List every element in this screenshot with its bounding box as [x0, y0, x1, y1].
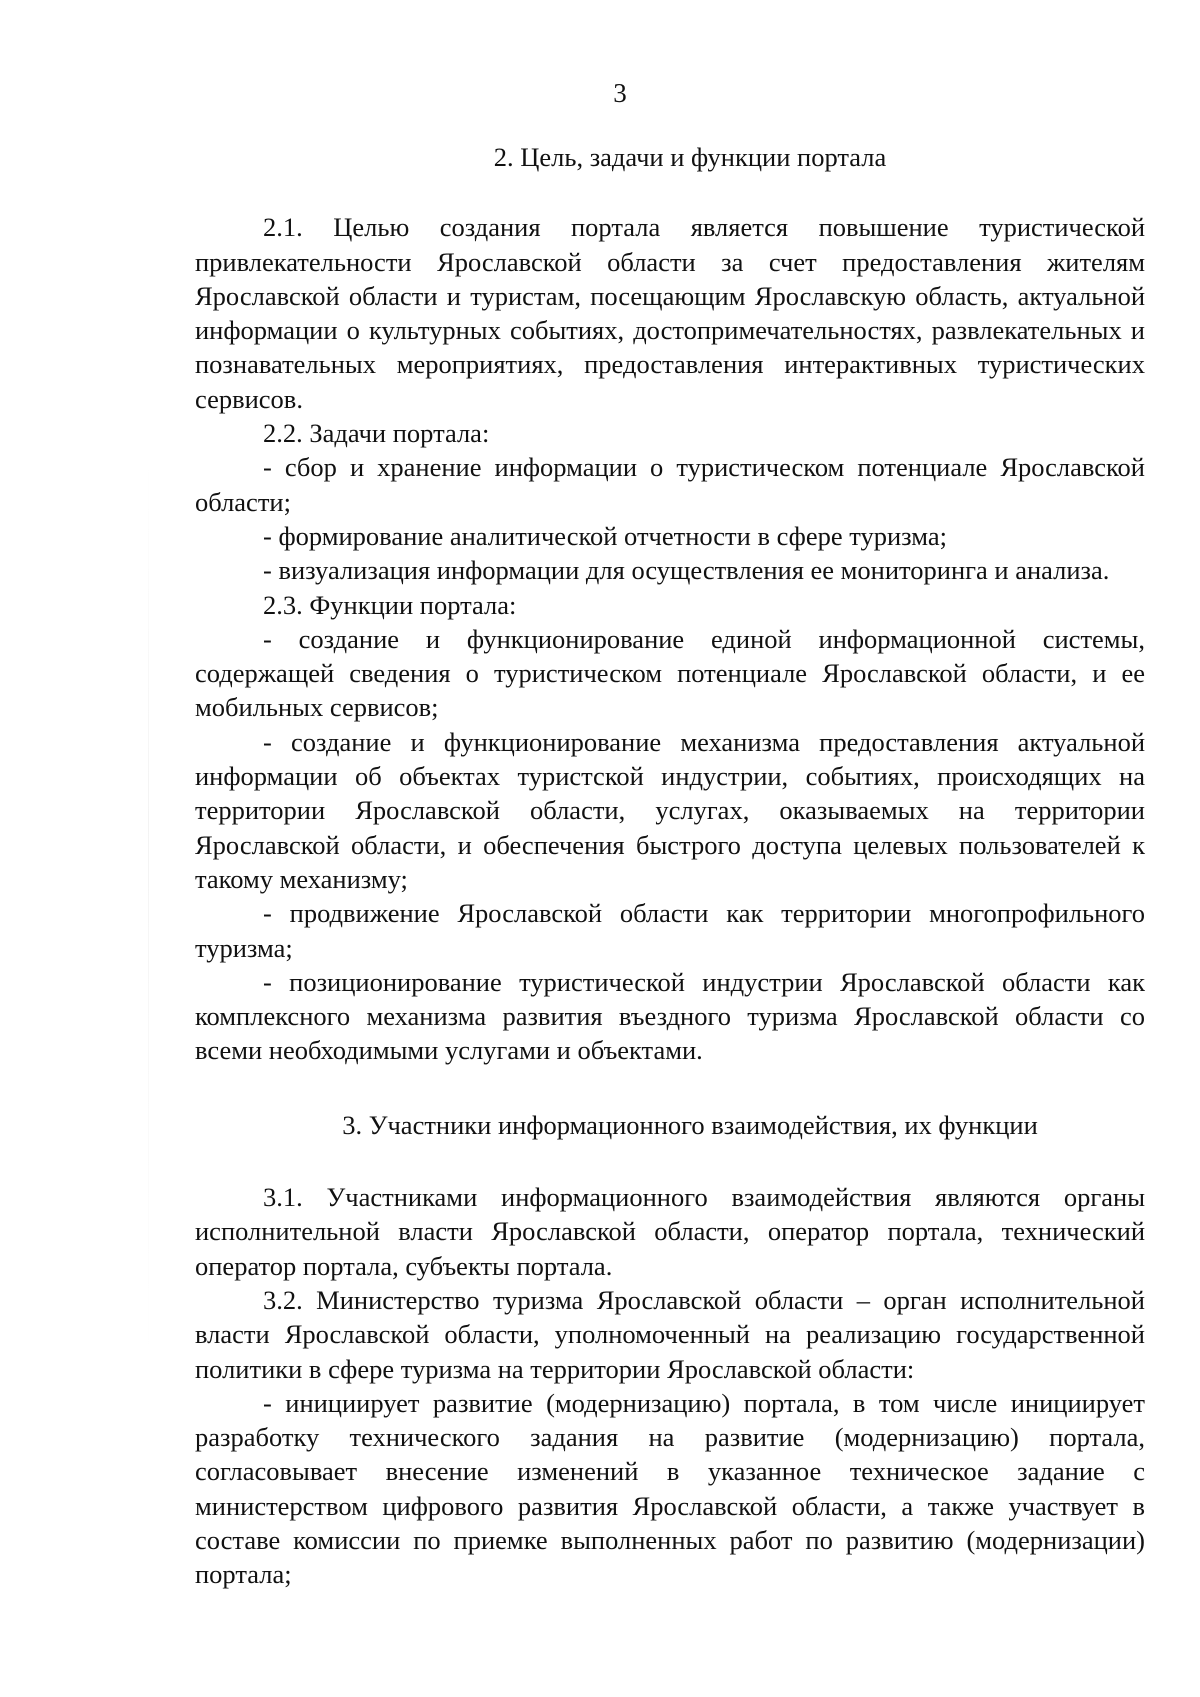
scan-artifact: [148, 460, 149, 1360]
list-item: - инициирует развитие (модернизацию) портала, в том числе инициирует разработку технического задания на развитие (модернизацию) портала, согласовывает внесение изменений в указанное техническое задание с министерством цифрового развития Ярославской области, а также участвует в составе комиссии по приемке выполненных работ по развитию (модернизации) портала;: [195, 1387, 1145, 1590]
list-item: - визуализация информации для осуществления ее мониторинга и анализа.: [263, 555, 1110, 586]
list-item: - формирование аналитической отчетности в сфере туризма;: [263, 520, 947, 551]
document-body: [195, 140, 1145, 1592]
paragraph-3-2: 3.2. Министерство туризма Ярославской области – орган исполнительной власти Ярославской области, уполномоченный на реализацию государственной политики в сфере туризма на территории Ярославской области:: [195, 1284, 1145, 1384]
list-item: - создание и функционирование единой информационной системы, содержащей сведения о туристическом потенциале Ярославской области, и ее мобильных сервисов;: [195, 623, 1145, 723]
list-item: - позиционирование туристической индустрии Ярославской области как комплексного механизма развития въездного туризма Ярославской области со всеми необходимыми услугами и объектами.: [195, 966, 1145, 1066]
paragraph-3-1: 3.1. Участниками информационного взаимодействия являются органы исполнительной власти Ярославской области, оператор портала, технический оператор портала, субъекты портала.: [195, 1182, 1145, 1281]
section-3-heading: 3. Участники информационного взаимодействия, их функции: [342, 1109, 1038, 1140]
list-item: - продвижение Ярославской области как территории многопрофильного туризма;: [195, 898, 1145, 963]
paragraph-2-1: 2.1. Целью создания портала является повышение туристической привлекательности Ярославской области за счет предоставления жителям Ярославской области и туристам, посещающим Ярославскую область, актуальной информации о культурных событиях, достопримечательностях, развлекательных и познавательных мероприятиях, предоставления интерактивных туристических сервисов.: [195, 212, 1145, 414]
paragraph-2-2: 2.2. Задачи портала:: [263, 418, 490, 449]
list-item: - создание и функционирование механизма предоставления актуальной информации об объектах туристской индустрии, событиях, происходящих на территории Ярославской области, услугах, оказываемых на территории Ярославской области, и обеспечения быстрого доступа целевых пользователей к такому механизму;: [195, 726, 1145, 894]
page-number: 3: [613, 78, 627, 108]
list-item: - сбор и хранение информации о туристическом потенциале Ярославской области;: [195, 452, 1145, 517]
paragraph-2-3: 2.3. Функции портала:: [263, 589, 517, 620]
section-2-heading: 2. Цель, задачи и функции портала: [493, 142, 887, 172]
